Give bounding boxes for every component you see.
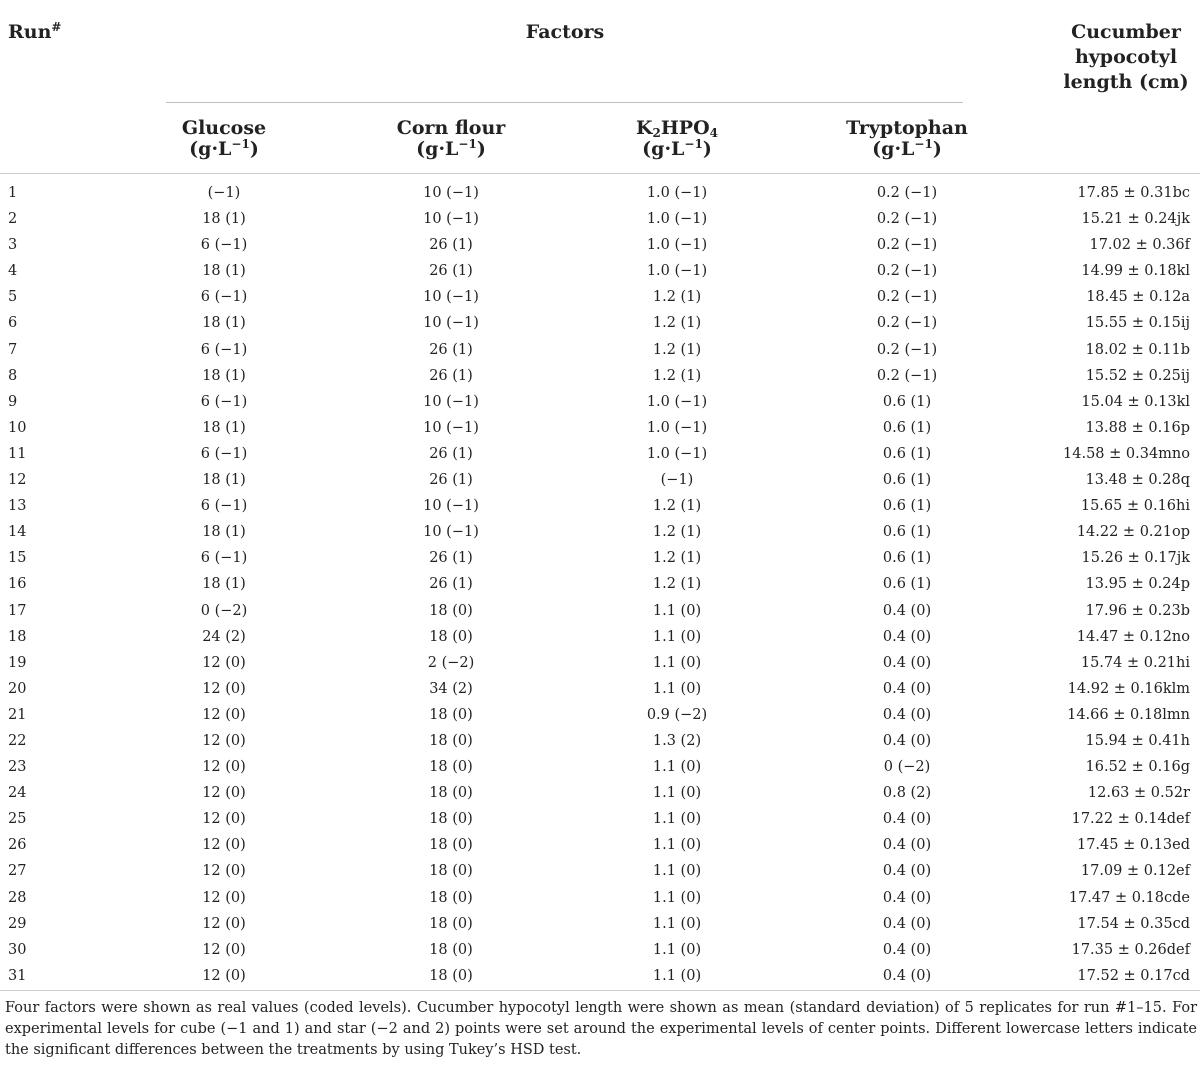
k2hpo4-cell: 1.1 (0) [652,837,702,854]
k2hpo4-cell: 1.1 (0) [652,759,702,776]
corn-flour-cell: 10 (−1) [423,289,479,306]
k2hpo4-cell: 1.2 (1) [652,367,702,384]
glucose-cell: 6 (−1) [200,341,248,358]
k2hpo4-cell: 1.3 (2) [652,732,702,749]
k2hpo4-cell: 1.2 (1) [652,289,702,306]
tryptophan-cell: 0.2 (−1) [876,289,938,306]
k2hpo4-cell: 1.1 (0) [652,811,702,828]
hypocotyl-length-cell: 14.58 ± 0.34mno [1063,445,1190,462]
glucose-cell: 18 (1) [202,472,246,489]
corn-flour-cell: 26 (1) [429,550,473,567]
corn-flour-cell: 18 (0) [429,602,473,619]
run-cell: 7 [8,341,18,358]
tryptophan-cell: 0.4 (0) [882,628,932,645]
k2hpo4-cell: 1.1 (0) [652,785,702,802]
tryptophan-cell: 0.6 (1) [882,524,932,541]
unit-text: (g·L [872,138,915,160]
table-row [0,598,1200,624]
unit-exponent: −1 [231,137,250,151]
k2hpo4-cell: 0.9 (−2) [646,706,708,723]
k2hpo4-cell: 1.0 (−1) [646,185,708,201]
run-cell: 23 [8,759,27,776]
hypocotyl-length-cell: 15.55 ± 0.15ij [1085,315,1190,332]
hypocotyl-length-cell: 17.22 ± 0.14def [1071,811,1190,828]
hypocotyl-length-cell: 18.45 ± 0.12a [1086,289,1190,306]
run-cell: 8 [8,367,18,384]
tryptophan-cell: 0.2 (−1) [876,341,938,358]
table-row [0,415,1200,441]
tryptophan-cell: 0.6 (1) [882,393,932,410]
table-row [0,676,1200,702]
k2hpo4-cell: 1.1 (0) [652,915,702,932]
corn-flour-cell: 26 (1) [429,472,473,489]
corn-flour-cell: 18 (0) [429,915,473,932]
table-row [0,624,1200,650]
run-cell: 30 [8,941,27,958]
hypocotyl-length-cell: 17.09 ± 0.12ef [1080,863,1190,880]
tryptophan-cell: 0.6 (1) [882,419,932,436]
run-header-label: Run [8,21,52,43]
unit-close: ) [476,138,486,160]
corn-flour-cell: 10 (−1) [423,211,479,228]
unit-text: (g·L [189,138,232,160]
run-cell: 17 [8,602,27,619]
corn-flour-label: Corn flour [396,117,506,139]
glucose-cell: 12 (0) [202,759,246,776]
table-row [0,363,1200,389]
table-row [0,310,1200,336]
hypocotyl-length-cell: 14.66 ± 0.18lmn [1067,706,1190,723]
hypocotyl-length-cell: 14.22 ± 0.21op [1076,524,1190,541]
k2hpo4-cell: 1.2 (1) [652,524,702,541]
corn-flour-cell: 10 (−1) [423,419,479,436]
header-divider [0,173,1200,174]
hypocotyl-length-cell: 14.99 ± 0.18kl [1081,263,1190,280]
run-cell: 5 [8,289,18,306]
corn-flour-cell: 26 (1) [429,445,473,462]
run-cell: 2 [8,211,18,228]
corn-flour-cell: 18 (0) [429,941,473,958]
glucose-cell: 18 (1) [202,524,246,541]
table-body [0,180,1200,989]
hypocotyl-length-cell: 13.95 ± 0.24p [1085,576,1190,593]
hypocotyl-length-cell: 13.48 ± 0.28q [1085,472,1190,489]
glucose-cell: 18 (1) [202,576,246,593]
tryptophan-cell: 0.4 (0) [882,889,932,906]
tryptophan-cell: 0.2 (−1) [876,367,938,384]
run-cell: 12 [8,472,27,489]
run-cell: 1 [8,185,18,201]
table-row [0,258,1200,284]
factors-divider [166,102,963,103]
hypocotyl-length-cell: 15.04 ± 0.13kl [1081,393,1190,410]
tryptophan-cell: 0.2 (−1) [876,263,938,280]
run-cell: 22 [8,732,27,749]
glucose-cell: 18 (1) [202,263,246,280]
table-row [0,284,1200,310]
glucose-unit [114,139,334,160]
k2hpo4-cell: 1.1 (0) [652,889,702,906]
run-cell: 31 [8,967,27,984]
k2hpo4-cell: 1.0 (−1) [646,263,708,280]
table-row [0,389,1200,415]
table-row [0,754,1200,780]
glucose-cell: 12 (0) [202,811,246,828]
tryptophan-cell: 0.4 (0) [882,654,932,671]
k2hpo4-cell: 1.2 (1) [652,315,702,332]
tryptophan-cell: 0.4 (0) [882,837,932,854]
table-row [0,806,1200,832]
table-row [0,441,1200,467]
tryptophan-label: Tryptophan [846,117,968,139]
table-row [0,937,1200,963]
table-row [0,911,1200,937]
table-row [0,885,1200,911]
unit-close: ) [249,138,259,160]
glucose-cell: 0 (−2) [200,602,248,619]
tryptophan-cell: 0.4 (0) [882,706,932,723]
unit-text: (g·L [642,138,685,160]
corn-flour-cell: 18 (0) [429,628,473,645]
corn-flour-cell: 18 (0) [429,863,473,880]
hypocotyl-length-cell: 16.52 ± 0.16g [1085,759,1190,776]
k2hpo4-cell: 1.1 (0) [652,863,702,880]
table-row [0,858,1200,884]
hypocotyl-length-cell: 17.35 ± 0.26def [1071,941,1190,958]
cucumber-header-line-3: length (cm) [1063,71,1189,93]
k2hpo4-cell: 1.1 (0) [652,680,702,697]
corn-flour-cell: 10 (−1) [423,315,479,332]
glucose-cell: 18 (1) [202,315,246,332]
table-row [0,650,1200,676]
hypocotyl-length-cell: 15.74 ± 0.21hi [1080,654,1190,671]
corn-flour-cell: 18 (0) [429,759,473,776]
tryptophan-cell: 0.4 (0) [882,602,932,619]
corn-flour-cell: 18 (0) [429,732,473,749]
tryptophan-cell: 0.8 (2) [882,785,932,802]
tryptophan-cell: 0.6 (1) [882,498,932,515]
corn-flour-cell: 26 (1) [429,341,473,358]
glucose-cell: (−1) [207,185,241,201]
corn-flour-cell: 18 (0) [429,706,473,723]
hypocotyl-length-cell: 17.96 ± 0.23b [1085,602,1190,619]
corn-flour-cell: 2 (−2) [427,654,475,671]
run-cell: 27 [8,863,27,880]
glucose-cell: 6 (−1) [200,445,248,462]
glucose-cell: 6 (−1) [200,289,248,306]
hypocotyl-length-cell: 15.65 ± 0.16hi [1080,498,1190,515]
run-cell: 13 [8,498,27,515]
tryptophan-cell: 0.4 (0) [882,915,932,932]
run-cell: 28 [8,889,27,906]
run-cell: 25 [8,811,27,828]
factors-header: Factors [525,21,605,43]
hypocotyl-length-cell: 13.88 ± 0.16p [1085,419,1190,436]
tryptophan-cell: 0.2 (−1) [876,315,938,332]
run-cell: 16 [8,576,27,593]
tryptophan-cell: 0.6 (1) [882,445,932,462]
tryptophan-cell: 0.4 (0) [882,680,932,697]
run-cell: 10 [8,419,27,436]
run-cell: 3 [8,237,18,254]
k2hpo4-header [567,118,787,160]
k2hpo4-hpo: HPO [660,117,710,139]
k2hpo4-cell: 1.2 (1) [652,576,702,593]
hypocotyl-length-cell: 17.85 ± 0.31bc [1077,185,1190,201]
table-row [0,780,1200,806]
tryptophan-cell: 0 (−2) [883,759,931,776]
k2hpo4-k: K [635,117,653,139]
glucose-cell: 6 (−1) [200,393,248,410]
hypocotyl-length-cell: 18.02 ± 0.11b [1085,341,1190,358]
corn-flour-unit [341,139,561,160]
k2hpo4-cell: 1.0 (−1) [646,237,708,254]
glucose-cell: 12 (0) [202,706,246,723]
table-row [0,206,1200,232]
table-row [0,180,1200,206]
unit-exponent: −1 [684,137,703,151]
glucose-cell: 6 (−1) [200,550,248,567]
table-row [0,832,1200,858]
tryptophan-cell: 0.6 (1) [882,550,932,567]
k2hpo4-cell: (−1) [660,472,694,489]
k2hpo4-cell: 1.0 (−1) [646,419,708,436]
hypocotyl-length-cell: 14.47 ± 0.12no [1076,628,1190,645]
glucose-cell: 12 (0) [202,785,246,802]
k2hpo4-label [636,117,718,139]
footer-divider [0,990,1200,991]
corn-flour-cell: 10 (−1) [423,185,479,201]
hypocotyl-length-cell: 15.94 ± 0.41h [1085,732,1190,749]
run-cell: 29 [8,915,27,932]
glucose-cell: 12 (0) [202,732,246,749]
run-cell: 11 [8,445,27,462]
k2hpo4-cell: 1.1 (0) [652,967,702,984]
run-cell: 19 [8,654,27,671]
hypocotyl-length-cell: 15.21 ± 0.24jk [1081,211,1190,228]
corn-flour-cell: 26 (1) [429,367,473,384]
run-header-superscript: # [51,20,62,34]
unit-text: (g·L [416,138,459,160]
glucose-cell: 12 (0) [202,941,246,958]
table-footnote: Four factors were shown as real values (coded levels). Cucumber hypocotyl length were shown as mean (standard deviation) of 5 replicates for run #1–15. For experimental levels for cube (−1 and 1) and star (−2 and 2) points were set around the experimental levels of center points. Different lowercase letters indicate the significant differences between the treatments by using Tukey’s HSD test. [5,1000,1197,1058]
k2hpo4-subscript-2: 2 [652,126,661,140]
glucose-cell: 18 (1) [202,367,246,384]
glucose-label: Glucose [181,117,267,139]
hypocotyl-length-cell: 17.52 ± 0.17cd [1077,967,1190,984]
glucose-cell: 12 (0) [202,654,246,671]
glucose-cell: 18 (1) [202,419,246,436]
corn-flour-cell: 10 (−1) [423,524,479,541]
corn-flour-cell: 34 (2) [429,680,473,697]
table-row [0,702,1200,728]
k2hpo4-cell: 1.0 (−1) [646,211,708,228]
glucose-cell: 12 (0) [202,863,246,880]
hypocotyl-length-cell: 17.54 ± 0.35cd [1077,915,1190,932]
hypocotyl-length-cell: 17.45 ± 0.13ed [1076,837,1190,854]
k2hpo4-cell: 1.0 (−1) [646,393,708,410]
run-cell: 9 [8,393,18,410]
hypocotyl-length-cell: 15.52 ± 0.25ij [1085,367,1190,384]
corn-flour-cell: 18 (0) [429,811,473,828]
table-row [0,571,1200,597]
corn-flour-cell: 18 (0) [429,889,473,906]
corn-flour-cell: 18 (0) [429,785,473,802]
run-cell: 4 [8,263,18,280]
table-row [0,545,1200,571]
tryptophan-cell: 0.4 (0) [882,811,932,828]
tryptophan-cell: 0.4 (0) [882,863,932,880]
run-cell: 6 [8,315,18,332]
glucose-cell: 12 (0) [202,680,246,697]
glucose-cell: 18 (1) [202,211,246,228]
cucumber-header-line-2: hypocotyl [1074,46,1178,68]
corn-flour-cell: 10 (−1) [423,498,479,515]
table-row [0,519,1200,545]
corn-flour-cell: 18 (0) [429,967,473,984]
corn-flour-cell: 26 (1) [429,576,473,593]
glucose-cell: 12 (0) [202,837,246,854]
run-cell: 15 [8,550,27,567]
k2hpo4-cell: 1.1 (0) [652,628,702,645]
tryptophan-header [797,118,1017,160]
corn-flour-cell: 26 (1) [429,263,473,280]
hypocotyl-length-cell: 15.26 ± 0.17jk [1081,550,1190,567]
tryptophan-cell: 0.2 (−1) [876,237,938,254]
glucose-cell: 6 (−1) [200,498,248,515]
glucose-cell: 12 (0) [202,967,246,984]
k2hpo4-cell: 1.1 (0) [652,654,702,671]
table-row [0,493,1200,519]
table-row [0,467,1200,493]
k2hpo4-cell: 1.2 (1) [652,498,702,515]
run-cell: 26 [8,837,27,854]
unit-exponent: −1 [458,137,477,151]
hypocotyl-length-cell: 17.47 ± 0.18cde [1068,889,1190,906]
unit-close: ) [702,138,712,160]
tryptophan-unit [797,139,1017,160]
k2hpo4-cell: 1.2 (1) [652,550,702,567]
unit-close: ) [932,138,942,160]
glucose-cell: 12 (0) [202,915,246,932]
hypocotyl-length-cell: 14.92 ± 0.16klm [1067,680,1190,697]
cucumber-header-line-1: Cucumber [1071,21,1181,43]
corn-flour-cell: 26 (1) [429,237,473,254]
k2hpo4-cell: 1.2 (1) [652,341,702,358]
k2hpo4-cell: 1.1 (0) [652,941,702,958]
run-cell: 18 [8,628,27,645]
run-cell: 20 [8,680,27,697]
run-cell: 24 [8,785,27,802]
tryptophan-cell: 0.4 (0) [882,941,932,958]
tryptophan-cell: 0.4 (0) [882,732,932,749]
glucose-cell: 12 (0) [202,889,246,906]
k2hpo4-cell: 1.0 (−1) [646,445,708,462]
glucose-cell: 24 (2) [202,628,246,645]
tryptophan-cell: 0.2 (−1) [876,185,938,201]
run-cell: 21 [8,706,27,723]
tryptophan-cell: 0.2 (−1) [876,211,938,228]
table-row [0,963,1200,989]
table-row [0,337,1200,363]
k2hpo4-subscript-4: 4 [709,126,719,140]
tryptophan-cell: 0.6 (1) [882,576,932,593]
hypocotyl-length-cell: 17.02 ± 0.36f [1089,237,1190,254]
glucose-header [114,118,334,160]
k2hpo4-unit [567,139,787,160]
table-row [0,728,1200,754]
corn-flour-header [341,118,561,160]
hypocotyl-length-cell: 12.63 ± 0.52r [1087,785,1190,802]
tryptophan-cell: 0.4 (0) [882,967,932,984]
k2hpo4-cell: 1.1 (0) [652,602,702,619]
glucose-cell: 6 (−1) [200,237,248,254]
unit-exponent: −1 [914,137,933,151]
tryptophan-cell: 0.6 (1) [882,472,932,489]
cucumber-length-header [1062,20,1190,95]
run-cell: 14 [8,524,27,541]
corn-flour-cell: 10 (−1) [423,393,479,410]
corn-flour-cell: 18 (0) [429,837,473,854]
table-row [0,232,1200,258]
